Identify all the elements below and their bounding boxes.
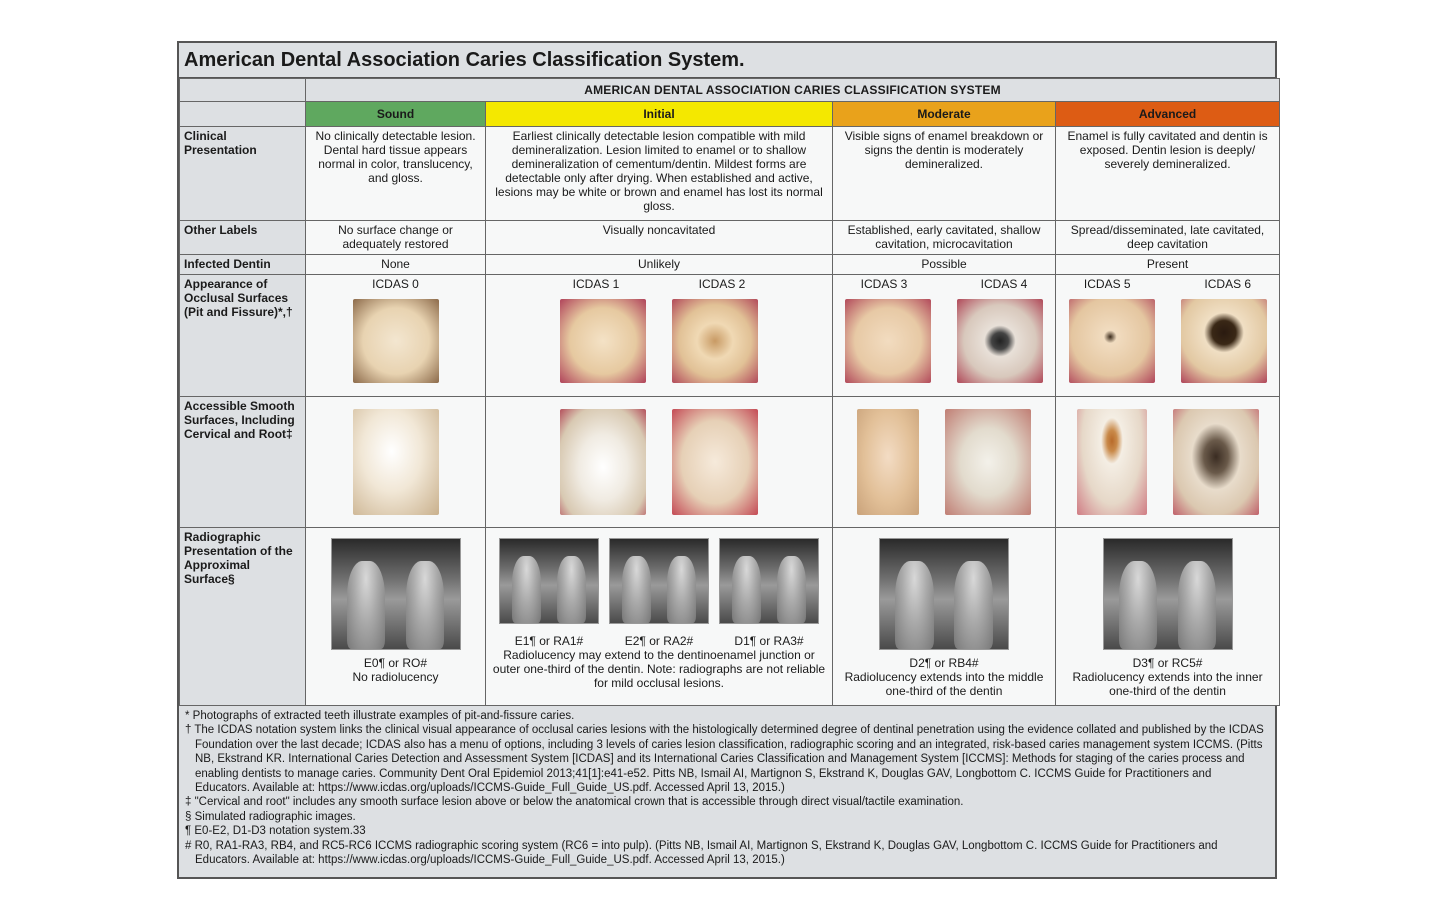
infected-advanced: Present (1056, 255, 1280, 275)
row-label-occlusal: Appearance of Occlusal Surfaces (Pit and Fissure)*,† (180, 275, 306, 397)
radio-desc: No radiolucency (352, 670, 439, 684)
radio-advanced (1056, 528, 1280, 706)
other-sound: No surface change or adequately restored (306, 221, 486, 255)
category-moderate: Moderate (833, 102, 1056, 127)
footnote: † The ICDAS notation system links the clinical visual appearance of occlusal caries lesions with the histologically determined degree of dentinal penetration using the evidence collated and published by the ICDAS Foundation over the last decade; ICDAS also has a menu of options, including 3 levels of caries lesion classification, radiographic scoring and an integrated, risk-based caries management system ICCMS. (Pitts NB, Ekstrand KR. International Caries Detection and Assessment System [ICDAS] and its International Caries Classification and Management System [ICCMS]: Methods for staging of the caries process and enabling dentists to manage caries. Community Dent Oral Epidemiol 2013;41[1]:e41-e52. Pitts NB, Ismail AI, Martignon S, Ekstrand K, Douglas GAV, Longbottom C. ICCMS Guide for Practitioners and Educators. Available at: https://www.icdas.org/uploads/ICCMS-Guide_Full_Guide_US.pdf. Accessed April 13, 2015.) (185, 724, 1264, 795)
tooth-smooth-photo (672, 409, 758, 515)
radio-code: D3¶ or RC5# (1132, 656, 1203, 670)
figure-title: American Dental Association Caries Classification System. (179, 43, 1275, 78)
clinical-moderate: Visible signs of enamel breakdown or signs the dentin is moderately demineralized. (833, 127, 1056, 221)
radio-sound (306, 528, 486, 706)
icdas-label: ICDAS 4 (980, 277, 1028, 291)
other-initial: Visually noncavitated (486, 221, 833, 255)
infected-row (180, 255, 1280, 275)
clinical-sound: No clinically detectable lesion. Dental hard tissue appears normal in color, translucency, and gloss. (306, 127, 486, 221)
category-initial: Initial (486, 102, 833, 127)
occlusal-initial (486, 275, 833, 397)
radio-code: D2¶ or RB4# (909, 656, 979, 670)
footnote: # R0, RA1-RA3, RB4, and RC5-RC6 ICCMS radiographic scoring system (RC6 = into pulp). (Pitts NB, Ismail AI, Martignon S, Ekstrand K, Douglas GAV, Longbottom C. ICCMS Guide for Practitioners and Educators. Available at: https://www.icdas.org/uploads/ICCMS-Guide_Full_Guide_US.pdf. Accessed April 13, 2015.) (185, 839, 1218, 867)
footnote: ‡ "Cervical and root" includes any smooth surface lesion above or below the anatomical crown that is accessible through direct visual/tactile examination. (185, 796, 964, 809)
radiograph-image (719, 538, 819, 624)
other-advanced: Spread/disseminated, late cavitated, deep cavitation (1056, 221, 1280, 255)
occlusal-row (180, 275, 1280, 397)
smooth-row (180, 397, 1280, 528)
radiograph-image (609, 538, 709, 624)
radio-initial (486, 528, 833, 706)
classification-table (179, 78, 1280, 706)
icdas-label: ICDAS 3 (860, 277, 908, 291)
icdas-label: ICDAS 2 (698, 277, 746, 291)
occlusal-advanced (1056, 275, 1280, 397)
row-label-clinical: Clinical Presentation (180, 127, 306, 221)
tooth-occlusal-photo (1069, 299, 1155, 383)
infected-sound: None (306, 255, 486, 275)
empty-corner (180, 79, 306, 102)
clinical-row (180, 127, 1280, 221)
icdas-label: ICDAS 1 (572, 277, 620, 291)
radio-code: E0¶ or RO# (363, 656, 428, 670)
icdas-label: ICDAS 0 (372, 277, 419, 291)
footnote: ¶ E0-E2, D1-D3 notation system.33 (185, 825, 366, 838)
tooth-smooth-photo (353, 409, 439, 515)
icdas-label: ICDAS 6 (1204, 277, 1252, 291)
tooth-smooth-photo (1077, 409, 1147, 515)
row-label-radiographic: Radiographic Presentation of the Approximal Surface§ (180, 528, 306, 706)
clinical-initial: Earliest clinically detectable lesion compatible with mild demineralization. Lesion limited to enamel or to shallow demineralization of cementum/dentin. Mildest forms are detectable only after drying. When established and active, lesions may be white or brown and enamel has lost its normal gloss. (486, 127, 833, 221)
caries-classification-figure (177, 41, 1277, 879)
icdas-label: ICDAS 5 (1083, 277, 1131, 291)
radiographic-row (180, 528, 1280, 706)
tooth-occlusal-photo (1181, 299, 1267, 383)
radio-code: D1¶ or RA3# (734, 634, 804, 648)
smooth-initial (486, 397, 833, 528)
smooth-sound (306, 397, 486, 528)
row-label-other: Other Labels (180, 221, 306, 255)
row-label-smooth: Accessible Smooth Surfaces, Including Cervical and Root‡ (180, 397, 306, 528)
radio-desc: Radiolucency may extend to the dentinoenamel junction or outer one-third of the dentin. Note: radiographs are not reliable for mild occlusal lesions. (492, 648, 826, 690)
infected-initial: Unlikely (486, 255, 833, 275)
tooth-smooth-photo (945, 409, 1031, 515)
radio-desc: Radiolucency extends into the inner one-third of the dentin (1072, 670, 1263, 698)
radio-code: E2¶ or RA2# (624, 634, 694, 648)
tooth-smooth-photo (857, 409, 919, 515)
smooth-moderate (833, 397, 1056, 528)
tooth-smooth-photo (1173, 409, 1259, 515)
radiograph-image (879, 538, 1009, 650)
other-labels-row (180, 221, 1280, 255)
tooth-occlusal-photo (957, 299, 1043, 383)
tooth-occlusal-photo (560, 299, 646, 383)
radiograph-image (1103, 538, 1233, 650)
system-header: AMERICAN DENTAL ASSOCIATION CARIES CLASSIFICATION SYSTEM (306, 79, 1280, 102)
occlusal-moderate (833, 275, 1056, 397)
system-header-row (180, 79, 1280, 102)
radio-desc: Radiolucency extends into the middle one-third of the dentin (844, 670, 1044, 698)
clinical-advanced: Enamel is fully cavitated and dentin is exposed. Dentin lesion is deeply/ severely demineralized. (1056, 127, 1280, 221)
radiograph-image (499, 538, 599, 624)
tooth-occlusal-photo (845, 299, 931, 383)
footnotes (179, 706, 1275, 870)
tooth-occlusal-photo (353, 299, 439, 383)
radio-code: E1¶ or RA1# (514, 634, 584, 648)
tooth-occlusal-photo (672, 299, 758, 383)
tooth-smooth-photo (560, 409, 646, 515)
category-sound: Sound (306, 102, 486, 127)
row-label-infected: Infected Dentin (180, 255, 306, 275)
occlusal-sound (306, 275, 486, 397)
category-advanced: Advanced (1056, 102, 1280, 127)
footnote: * Photographs of extracted teeth illustrate examples of pit-and-fissure caries. (185, 710, 575, 722)
smooth-advanced (1056, 397, 1280, 528)
category-row (180, 102, 1280, 127)
radiograph-image (331, 538, 461, 650)
other-moderate: Established, early cavitated, shallow cavitation, microcavitation (833, 221, 1056, 255)
footnote: § Simulated radiographic images. (185, 810, 356, 823)
empty-corner-2 (180, 102, 306, 127)
infected-moderate: Possible (833, 255, 1056, 275)
radio-moderate (833, 528, 1056, 706)
